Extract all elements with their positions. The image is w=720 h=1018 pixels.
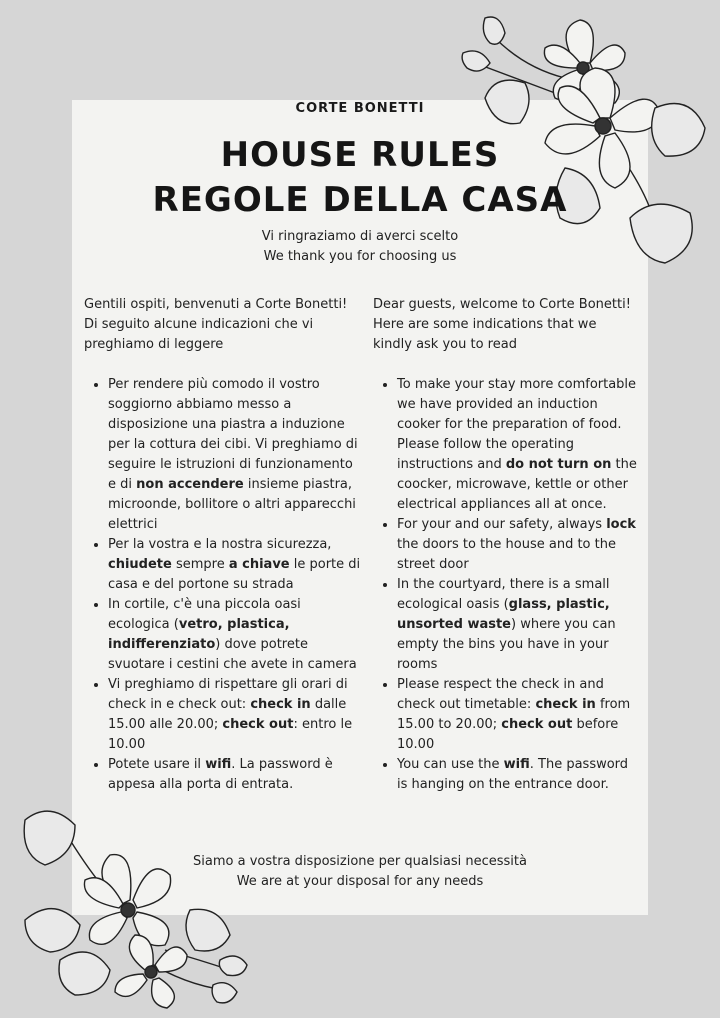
english-rules-list bbox=[373, 375, 637, 795]
list-item: • For your and our safety, always lock the doors to the house and to the street door bbox=[397, 515, 637, 575]
italian-intro: Gentili ospiti, benvenuti a Corte Bonetti! Di seguito alcune indicazioni che vi preghiamo di leggere bbox=[84, 297, 348, 352]
page-title-english: HOUSE RULES bbox=[220, 135, 500, 175]
list-item: • Per la vostra e la nostra sicurezza, chiudete sempre a chiave le porte di casa e del portone su strada bbox=[108, 535, 362, 595]
list-item: • In cortile, c'è una piccola oasi ecologica (vetro, plastica, indifferenziato) dove potrete svuotare i cestini che avete in camera bbox=[108, 595, 362, 675]
thanks-italian: Vi ringraziamo di averci scelto bbox=[261, 229, 459, 244]
thanks-english: We thank you for choosing us bbox=[263, 249, 457, 264]
list-item: • Per rendere più comodo il vostro soggiorno abbiamo messo a disposizione una piastra a induzione per la cottura dei cibi. Vi preghiamo di seguire le istruzioni di funzionamento e di non accendere insieme piastra, microonde, bollitore o altri apparecchi elettrici bbox=[108, 375, 362, 535]
english-column bbox=[373, 295, 637, 795]
page-title-italian: REGOLE DELLA CASA bbox=[152, 180, 568, 220]
flower-bottom-left-icon bbox=[15, 800, 255, 1015]
list-item: • In the courtyard, there is a small ecological oasis (glass, plastic, unsorted waste) where you can empty the bins you have in your rooms bbox=[397, 575, 637, 675]
closing-italian: Siamo a vostra disposizione per qualsiasi necessità bbox=[193, 854, 527, 869]
closing-english: We are at your disposal for any needs bbox=[236, 874, 484, 889]
list-item: • To make your stay more comfortable we have provided an induction cooker for the preparation of food. Please follow the operating instructions and do not turn on the coocker, microwave, kettle or other electrical appliances all at once. bbox=[397, 375, 637, 515]
english-intro: Dear guests, welcome to Corte Bonetti! Here are some indications that we kindly ask you to read bbox=[373, 297, 631, 352]
italian-column bbox=[84, 295, 362, 795]
list-item: • Vi preghiamo di rispettare gli orari di check in e check out: check in dalle 15.00 alle 20.00; check out: entro le 10.00 bbox=[108, 675, 362, 755]
italian-rules-list bbox=[84, 375, 362, 795]
list-item: • Please respect the check in and check out timetable: check in from 15.00 to 20.00; check out before 10.00 bbox=[397, 675, 637, 755]
list-item: • You can use the wifi. The password is hanging on the entrance door. bbox=[397, 755, 637, 795]
list-item: • Potete usare il wifi. La password è appesa alla porta di entrata. bbox=[108, 755, 362, 795]
brand-name: CORTE BONETTI bbox=[295, 101, 425, 116]
